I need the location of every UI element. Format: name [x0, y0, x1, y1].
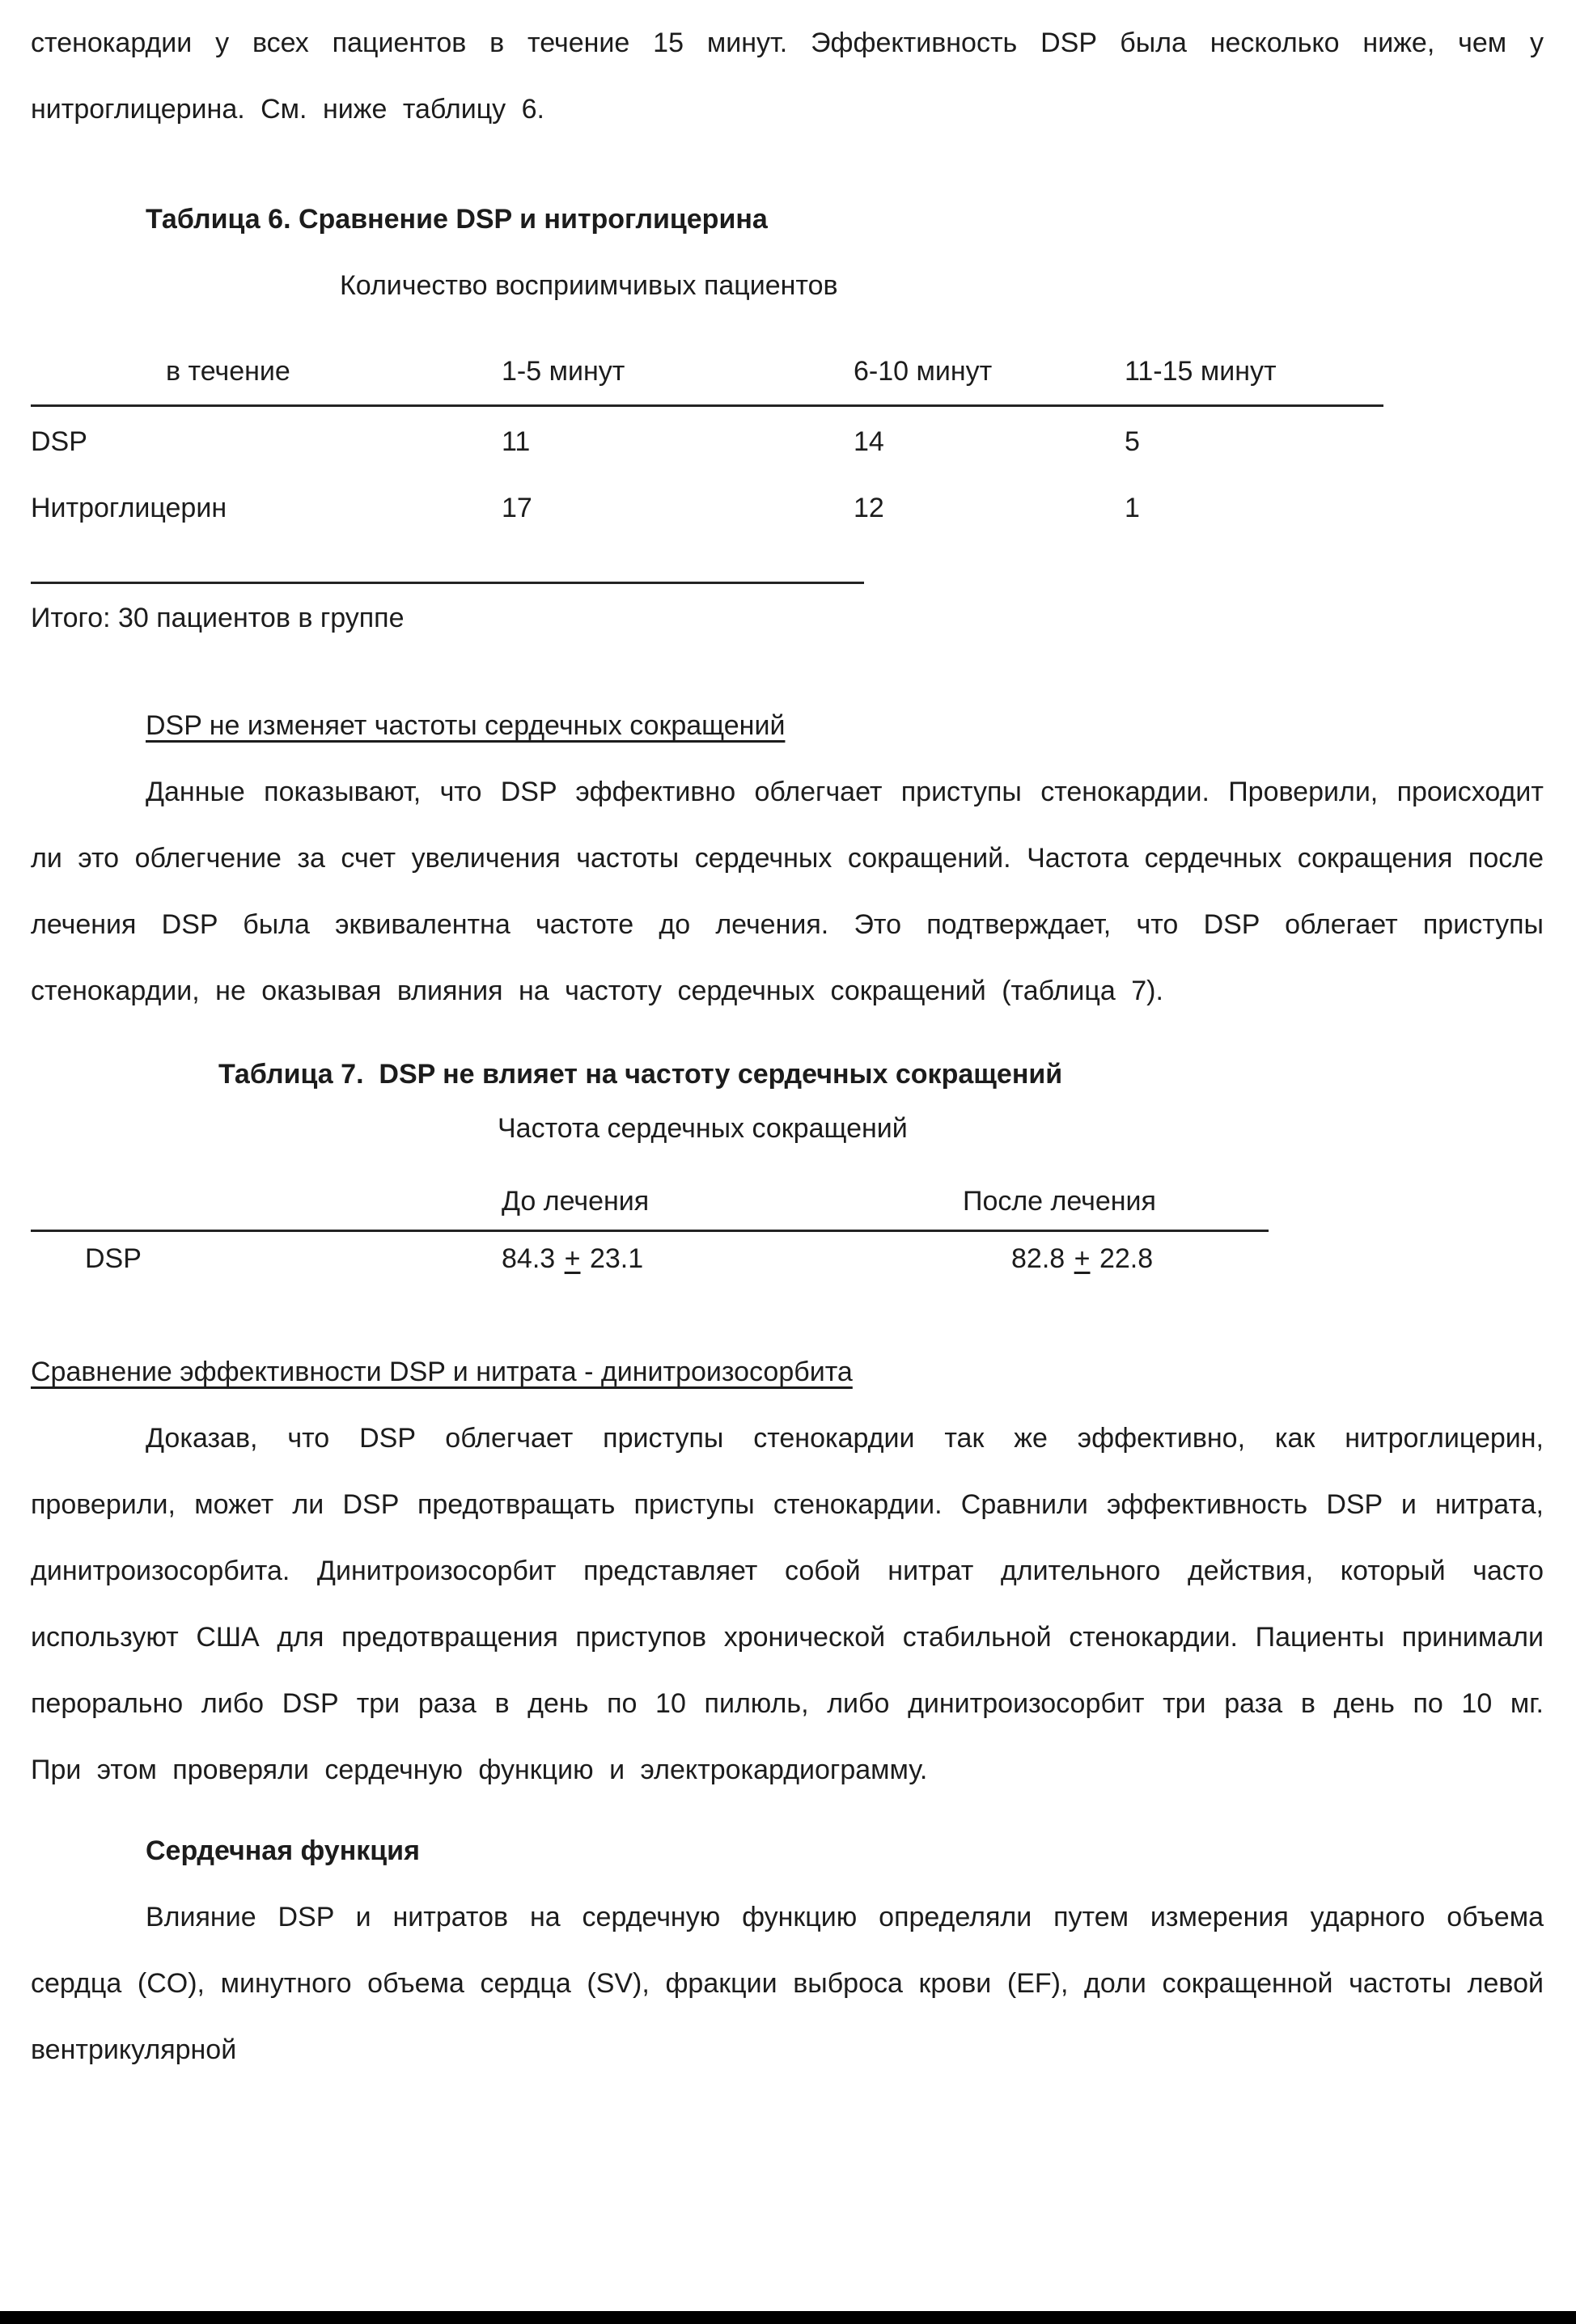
- table6-col-duration: в течение: [166, 356, 290, 387]
- table6-subtitle: Количество восприимчивых пациентов: [340, 270, 838, 301]
- table6-total-note: Итого: 30 пациентов в группе: [31, 603, 405, 633]
- section-heading-cardiac-function: Сердечная функция: [146, 1835, 420, 1866]
- table6-header-row: [31, 340, 1383, 407]
- mean-value: 82.8: [1011, 1243, 1065, 1274]
- table7-title: Таблица 7. DSP не влияет на частоту сердечных сокращений: [218, 1059, 1063, 1090]
- table7-header-spacer: [31, 1175, 502, 1228]
- section-heading-heart-rate: DSP не изменяет частоты сердечных сокращений: [146, 710, 786, 741]
- table7-col-after: После лечения: [963, 1186, 1156, 1217]
- table-row: [31, 476, 1383, 540]
- table6-section: [31, 186, 1544, 650]
- plus-minus-sign: +: [564, 1243, 581, 1274]
- mean-value: 84.3: [502, 1243, 556, 1274]
- table7-col-before: До лечения: [502, 1186, 650, 1217]
- table7: [31, 1175, 1269, 1285]
- table7-section: [31, 1045, 1544, 1285]
- cell-value: 1: [1125, 493, 1140, 523]
- cell-value-after: [963, 1232, 1269, 1285]
- cell-value: 17: [502, 493, 532, 523]
- cell-value: 5: [1125, 426, 1140, 457]
- row-label-dsp: DSP: [85, 1243, 142, 1274]
- cell-value: 14: [854, 426, 884, 457]
- intro-paragraph: стенокардии у всех пациентов в течение 15 минут. Эффективность DSP была несколько ниже, чем у нитроглицерина. См. ниже таблицу 6.: [31, 28, 1544, 125]
- row-label-nitroglycerin: Нитроглицерин: [31, 493, 227, 523]
- paragraph-heart-rate: Данные показывают, что DSP эффективно облегчает приступы стенокардии. Проверили, происходит ли это облегчение за счет увеличения частоты сердечных сокращений. Частота сердечных сокращения после лечения DSP была эквивалентна частоте до лечения. Это подтверждает, что DSP облегает приступы стенокардии, не оказывая влияния на частоту сердечных сокращений (таблица 7).: [31, 777, 1544, 1006]
- table6-col-6-10: 6-10 минут: [854, 356, 993, 387]
- row-label-dsp: DSP: [31, 426, 87, 457]
- paragraph-nitrate-comparison: Доказав, что DSP облегчает приступы стенокардии так же эффективно, как нитроглицерин, проверили, может ли DSP предотвращать приступы стенокардии. Сравнили эффективность DSP и нитрата, динитроизосорбита. Динитроизосорбит представляет собой нитрат длительного действия, который часто используют США для предотвращения приступов хронической стабильной стенокардии. Пациенты принимали перорально либо DSP три раза в день по 10 пилюль, либо динитроизосорбит три раза в день по 10 мг. При этом проверяли сердечную функцию и электрокардиограмму.: [31, 1423, 1544, 1785]
- table7-header-row: [31, 1175, 1269, 1232]
- sd-value: 23.1: [589, 1243, 644, 1274]
- table6-col-11-15: 11-15 минут: [1125, 356, 1277, 387]
- sd-value: 22.8: [1099, 1243, 1154, 1274]
- cell-value: 12: [854, 493, 884, 523]
- cell-value-before: [502, 1232, 963, 1285]
- scan-edge-artifact: [0, 2311, 1576, 2324]
- table7-subtitle: Частота сердечных сокращений: [498, 1113, 908, 1144]
- cell-value: 11: [502, 426, 531, 457]
- section-heading-nitrate-comparison: Сравнение эффективности DSP и нитрата - динитроизосорбита: [31, 1357, 853, 1387]
- table6-col-1-5: 1-5 минут: [502, 356, 625, 387]
- paragraph-cardiac-function: Влияние DSP и нитратов на сердечную функцию определяли путем измерения ударного объема сердца (CO), минутного объема сердца (SV), фракции выброса крови (EF), доли сокращенной частоты левой вентрикулярной: [31, 1902, 1544, 2065]
- table6-title: Таблица 6. Сравнение DSP и нитроглицерина: [146, 204, 768, 235]
- plus-minus-sign: +: [1074, 1243, 1091, 1274]
- table-row: [31, 410, 1383, 473]
- table6-total-rule: [31, 582, 864, 584]
- table6-body: [31, 410, 1383, 540]
- table-row: [31, 1232, 1269, 1285]
- table6: [31, 340, 1383, 540]
